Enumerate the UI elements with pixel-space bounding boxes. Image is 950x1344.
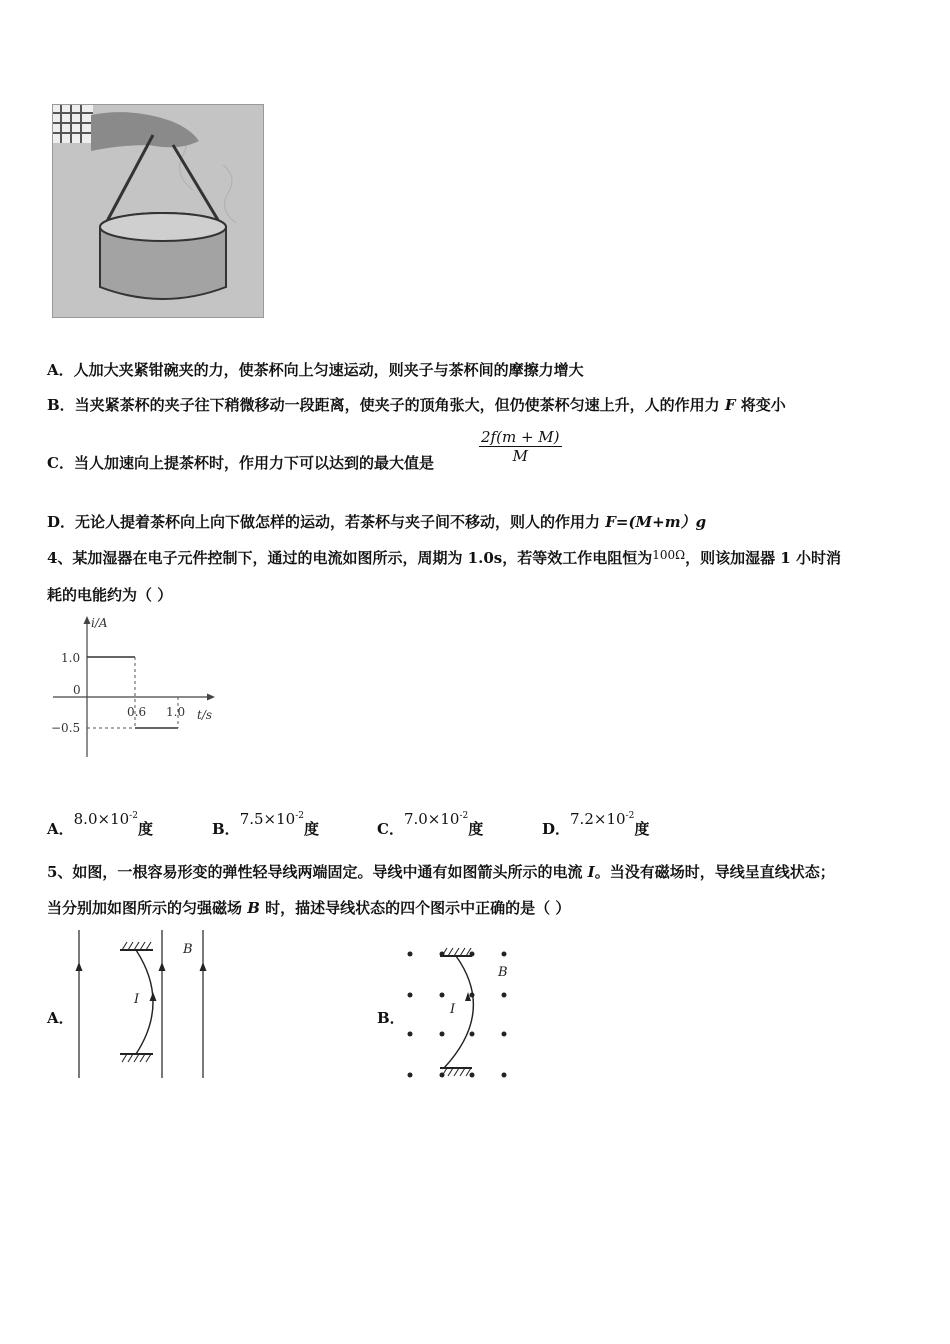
field-dots-icon	[408, 952, 507, 1078]
fraction-denominator: M	[512, 447, 528, 465]
y-axis-arrow-icon	[84, 616, 91, 624]
q5-option-b-figure	[398, 940, 518, 1085]
q5-stem-post2: 时，描述导线状态的四个图示中正确的是（ ）	[259, 899, 571, 917]
q3-option-c-fraction	[479, 428, 562, 465]
q3-option-d	[47, 512, 706, 532]
y-tick-top: 1.0	[61, 651, 81, 665]
q3-option-d-formula: F=(M+m）g	[605, 513, 707, 531]
wire-current-label: I	[134, 992, 140, 1007]
option-value: $7.5\times 10^{-2}$	[239, 810, 304, 828]
option-letter: D．	[542, 820, 571, 838]
q3-option-b-var: F	[724, 396, 736, 414]
q5-stem-text2: 当分别加如图所示的匀强磁场	[47, 899, 248, 917]
y-tick-bottom: −0.5	[51, 721, 81, 735]
option-letter: B．	[212, 820, 240, 838]
option-unit: 度	[137, 820, 153, 838]
option-value: $8.0\times 10^{-2}$	[73, 810, 138, 828]
q4-option-d	[542, 810, 650, 839]
current-time-graph	[45, 612, 230, 762]
q4-option-c	[377, 810, 484, 839]
q3-option-b-text: B．当夹紧茶杯的夹子往下稍微移动一段距离，使夹子的顶角张大，但仍使茶杯匀速上升，人的作用力	[47, 396, 725, 414]
fixed-support-bottom-icon	[440, 1068, 472, 1076]
q4-resistance: 100Ω	[652, 548, 686, 562]
fixed-support-top-icon	[120, 942, 153, 950]
x-tick-1: 0.6	[127, 705, 147, 719]
option-letter: A．	[47, 820, 74, 838]
q5-stem-post: 。当没有磁场时，导线呈直线状态；	[594, 863, 835, 881]
option-letter: C．	[377, 820, 404, 838]
tea-cup-illustration	[53, 105, 263, 317]
option-value: $7.2\times 10^{-2}$	[570, 810, 635, 828]
field-arrows-icon	[76, 962, 207, 971]
q3-option-b-post: 将变小	[735, 396, 786, 414]
q3-option-d-text: D．无论人提着茶杯向上向下做怎样的运动，若茶杯与夹子间不移动，则人的作用力	[47, 513, 606, 531]
q5-field-var: B	[247, 899, 260, 917]
q5-stem-text: 5、如图，一根容易形变的弹性轻导线两端固定。导线中通有如图箭头所示的电流	[47, 863, 588, 881]
fixed-support-top-icon	[440, 948, 472, 956]
q5-stem-line2	[47, 898, 570, 918]
q5-current-var: I	[587, 863, 595, 881]
x-axis-label: t/s	[197, 708, 213, 722]
tea-cup-photo	[52, 104, 264, 318]
option-value: $7.0\times 10^{-2}$	[403, 810, 469, 828]
q4-stem-post: ，则该加湿器 1 小时消	[685, 549, 841, 567]
y-tick-zero: 0	[73, 683, 81, 697]
option-unit: 度	[468, 820, 484, 838]
q4-option-b	[212, 810, 319, 839]
q5-stem-line1	[47, 862, 835, 882]
x-axis-arrow-icon	[207, 694, 215, 701]
bent-wire	[444, 956, 473, 1068]
q5-option-b-label: B．	[377, 1009, 405, 1027]
option-unit: 度	[303, 820, 319, 838]
field-label: B	[183, 942, 193, 957]
q5-option-a-label: A．	[47, 1009, 74, 1027]
wire-current-label: I	[450, 1002, 456, 1017]
y-axis-label: i/A	[91, 616, 108, 630]
fraction-numerator: 2f(m + M)	[481, 428, 560, 446]
q3-option-a: A．人加大夹紧钳碗夹的力，使茶杯向上匀速运动，则夹子与茶杯间的摩擦力增大	[47, 361, 584, 379]
q4-stem-line2: 耗的电能约为（ ）	[47, 586, 173, 604]
option-unit: 度	[634, 820, 650, 838]
current-arrow-icon	[150, 992, 157, 1001]
fixed-support-bottom-icon	[120, 1054, 153, 1062]
q4-stem-line1	[47, 548, 841, 569]
q3-option-b	[47, 395, 786, 415]
x-tick-2: 1.0	[166, 705, 186, 719]
q4-option-a	[47, 810, 153, 839]
q4-stem-text: 4、某加湿器在电子元件控制下，通过的电流如图所示，周期为 1.0s，若等效工作电阻恒为	[47, 549, 653, 567]
q3-option-c: C．当人加速向上提茶杯时，作用力下可以达到的最大值是	[47, 454, 434, 472]
q5-option-a-figure	[70, 928, 215, 1080]
field-label: B	[498, 965, 508, 980]
